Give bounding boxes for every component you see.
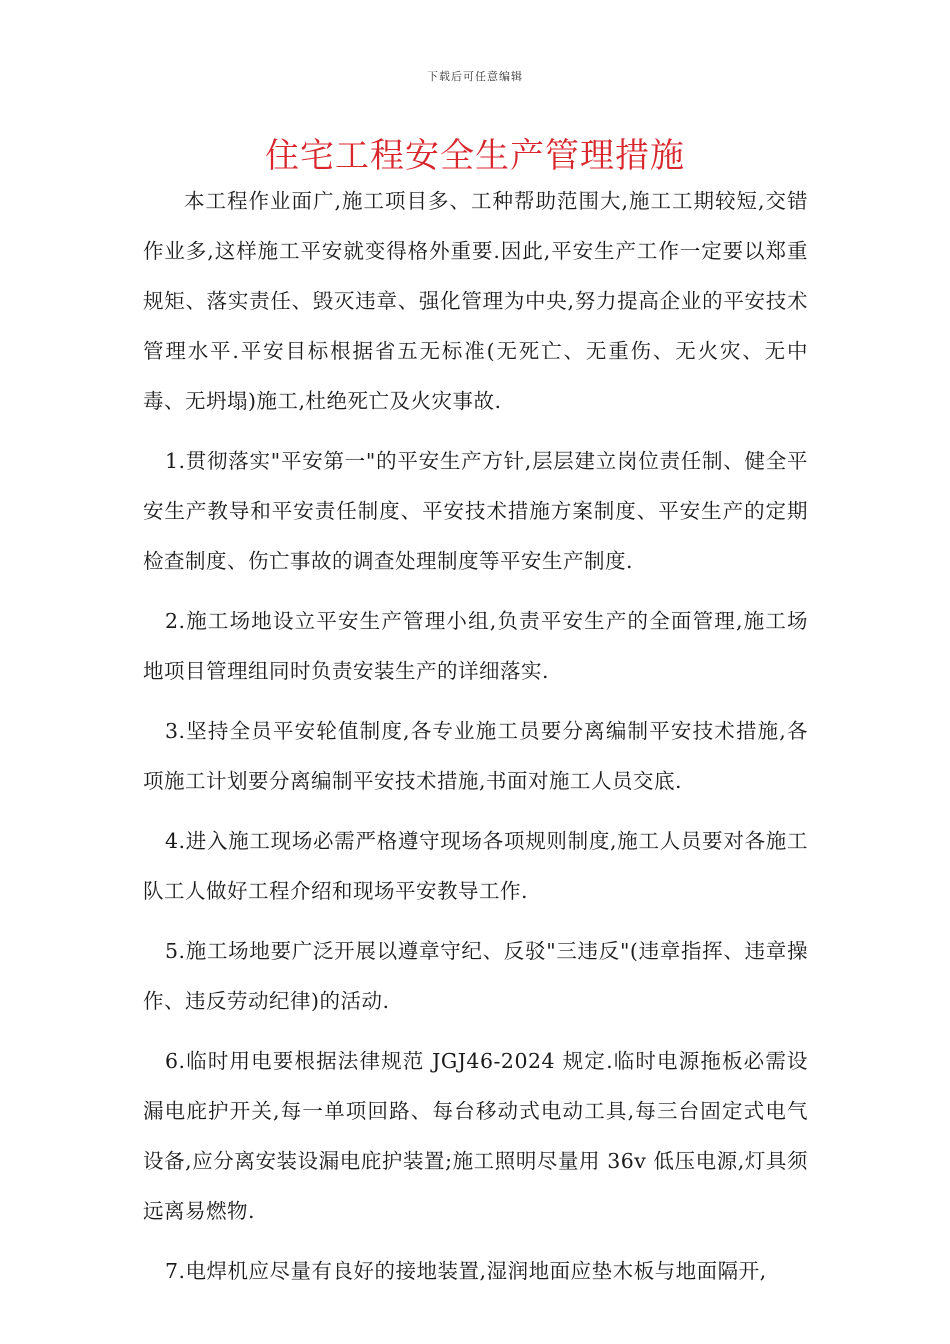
document-body [143,176,808,1306]
item-paragraph-7: 7.电焊机应尽量有良好的接地装置,湿润地面应垫木板与地面隔开, [165,1259,767,1283]
item-paragraph-5: 5.施工场地要广泛开展以遵章守纪、反驳"三违反"(违章指挥、违章操作、违反劳动纪律)的活动. [143,939,808,1013]
item-paragraph-6: 6.临时用电要根据法律规范 JGJ46-2024 规定.临时电源拖板必需设漏电庇护开关,每一单项回路、每台移动式电动工具,每三台固定式电气设备,应分离安装设漏电庇护装置;施工照明尽量用 36v 低压电源,灯具须远离易燃物. [143,1049,808,1223]
item-paragraph-2: 2.施工场地设立平安生产管理小组,负责平安生产的全面管理,施工场地项目管理组同时负责安装生产的详细落实. [143,609,808,683]
item-paragraph-4: 4.进入施工现场必需严格遵守现场各项规则制度,施工人员要对各施工队工人做好工程介绍和现场平安教导工作. [143,829,808,903]
intro-paragraph: 本工程作业面广,施工项目多、工种帮助范围大,施工工期较短,交错作业多,这样施工平安就变得格外重要.因此,平安生产工作一定要以郑重规矩、落实责任、毁灭违章、强化管理为中央,努力提高企业的平安技术管理水平.平安目标根据省五无标准(无死亡、无重伤、无火灾、无中毒、无坍塌)施工,杜绝死亡及火灾事故. [143,189,808,413]
document-title: 住宅工程安全生产管理措施 [265,136,685,176]
header-note: 下载后可任意编辑 [427,70,523,83]
item-paragraph-1: 1.贯彻落实"平安第一"的平安生产方针,层层建立岗位责任制、健全平安生产教导和平安责任制度、平安技术措施方案制度、平安生产的定期检查制度、伤亡事故的调查处理制度等平安生产制度. [143,449,808,573]
item-paragraph-3: 3.坚持全员平安轮值制度,各专业施工员要分离编制平安技术措施,各项施工计划要分离编制平安技术措施,书面对施工人员交底. [143,719,808,793]
